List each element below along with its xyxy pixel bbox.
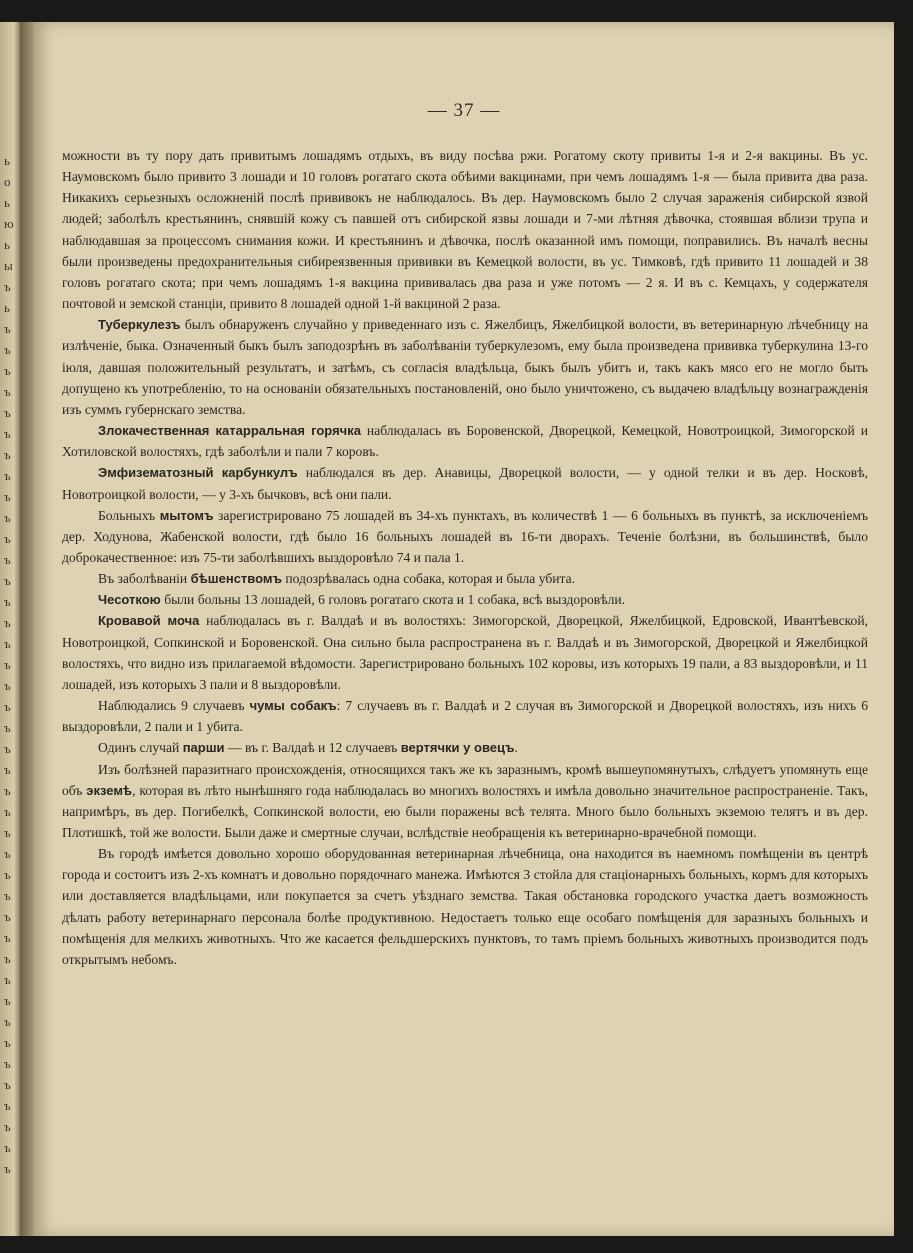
paragraph-text: Больныхъ: [98, 507, 160, 523]
paragraph: [62, 505, 868, 568]
page-number: — 37 —: [427, 100, 501, 121]
paragraph: [62, 737, 868, 758]
paragraph: [62, 145, 868, 314]
adjacent-page-fragment: ъ: [4, 510, 11, 525]
paragraph-text: Въ заболѣваніи: [98, 571, 191, 587]
adjacent-page-fragment: ъ: [4, 426, 11, 441]
paragraph: [62, 610, 868, 695]
adjacent-page-fragment: ъ: [4, 1077, 11, 1092]
paragraph-text: подозрѣвалась одна собака, которая и была убита.: [281, 571, 576, 587]
adjacent-page-fragment: ъ: [4, 1014, 11, 1029]
adjacent-page-fragment: ъ: [4, 846, 11, 861]
adjacent-page-fragment: ъ: [4, 657, 11, 672]
adjacent-page-fragment: ъ: [4, 531, 11, 546]
adjacent-page-fragment: ъ: [4, 615, 11, 630]
paragraph-text: Одинъ случай: [98, 740, 183, 756]
paragraph-text: Изъ болѣзней паразитнаго происхожденія, относящихся такъ же къ заразнымъ, кромѣ вышеупомянутыхъ, слѣдуетъ упомянуть еще объ: [62, 761, 868, 798]
adjacent-page-fragment: ъ: [4, 804, 11, 819]
paragraph-text: можности въ ту пору дать привитымъ лошадямъ отдыхъ, въ виду посѣва ржи. Рогатому скоту привиты 1-я и 2-я вакцины. Въ ус. Наумовскомъ было привито 3 лошади и 10 головъ рогатаго скота обѣими вакцинами, при чемъ лошадямъ 1-я — была привита два раза. Никакихъ серьезныхъ осложненій послѣ прививокъ не наблюдалось. Въ дер. Наумовскомъ было 2 случая зараженія сибирской язвой людей; заболѣлъ крестьянинъ, снявшій кожу съ павшей отъ сибирской язвы лошади и 7-ми лѣтняя дѣвочка, стоявшая вблизи трупа и наблюдавшая за процессомъ снимания кожи. И крестьянинъ и дѣвочка, послѣ оказанной имъ помощи, поправились. Въ началѣ весны были произведены предохранительныя сибиреязвенныя прививки въ Кемецкой волости, въ ус. Тимковѣ, гдѣ привито 11 лошадей и 38 головъ рогатаго скота; при чемъ лошадямъ 1-я вакцина прививалась два раза и уже потомъ — 2 я. И въ с. Кемцахъ, у содержателя почтовой и земской станціи, привито 8 лошадей одной 1-й вакциной 2 раза.: [62, 148, 868, 312]
disease-heading: Туберкулезъ: [98, 317, 181, 333]
adjacent-page-fragment: ъ: [4, 678, 11, 693]
book-gutter: [20, 22, 34, 1236]
adjacent-page-fragment: ъ: [4, 489, 11, 504]
paragraph-text: зарегистрировано 75 лошадей въ 34-хъ пунктахъ, въ количествѣ 1 — 6 больныхъ въ пунктѣ, за исключеніемъ дер. Ходунова, Жабенской волости, гдѣ было 16 больныхъ лошадей въ 16-ти дворахъ. Теченіе болѣзни, въ большинствѣ, было доброкачественное: изъ 75-ти заболѣвшихъ выздоровѣло 74 и пала 1.: [62, 507, 868, 565]
disease-heading: мытомъ: [159, 507, 214, 523]
adjacent-page-edge: [0, 22, 20, 1236]
adjacent-page-fragment: ъ: [4, 930, 11, 945]
adjacent-page-fragment: ъ: [4, 1140, 11, 1155]
adjacent-page-fragment: ъ: [4, 1161, 11, 1176]
document-page: [34, 22, 894, 1236]
adjacent-page-fragment: ъ: [4, 888, 11, 903]
adjacent-page-fragment: ъ: [4, 405, 11, 420]
adjacent-page-fragment: ъ: [4, 573, 11, 588]
adjacent-page-fragment: ъ: [4, 783, 11, 798]
adjacent-page-fragment: ь: [4, 237, 10, 252]
adjacent-page-fragment: ъ: [4, 1035, 11, 1050]
adjacent-page-fragment: ъ: [4, 993, 11, 1008]
paragraph: [62, 695, 868, 737]
paragraph: [62, 759, 868, 844]
disease-heading: чумы собакъ: [249, 698, 337, 714]
paragraph-text: наблюдалась въ г. Валдаѣ и въ волостяхъ: Зимогорской, Дворецкой, Яжелбицкой, Едровской, Ивантѣевской, Новотроицкой, Сопкинской и Боровенской. Она сильно была распространена въ г. Валдаѣ и въ Зимогорской, Дворецкой и Яжелбицкой волостяхъ, что видно изъ прилагаемой вѣдомости. Зарегистрировано больныхъ 102 коровы, изъ которыхъ 19 пали, а 83 выздоровѣли, и 11 лошадей, изъ которыхъ 3 пали и 8 выздоровѣли.: [62, 613, 868, 692]
adjacent-page-fragment: ь: [4, 300, 10, 315]
adjacent-page-fragment: ъ: [4, 636, 11, 651]
adjacent-page-fragment: ъ: [4, 1119, 11, 1134]
adjacent-page-fragment: ъ: [4, 1056, 11, 1071]
adjacent-page-fragment: ю: [4, 216, 14, 231]
paragraph: [62, 462, 868, 504]
paragraph-text: .: [514, 740, 518, 756]
paragraph: [62, 420, 868, 462]
paragraph-text: Въ городѣ имѣется довольно хорошо оборудованная ветеринарная лѣчебница, она находится въ наемномъ помѣщеніи въ центрѣ города и состоитъ изъ 2-хъ комнатъ и довольно порядочнаго манежа. Имѣются 3 стойла для стаціонарныхъ больныхъ, кормъ для которыхъ или доставляется владѣльцами, или покупается за счетъ уѣзднаго земства. Такая обстановка городского участка даетъ возможность дѣлать работу ветеринарнаго персонала болѣе продуктивною. Недостаетъ только еще особаго помѣщенія для заразныхъ больныхъ и помѣщенія для мелкихъ животныхъ. Что же касается фельдшерскихъ пунктовъ, то тамъ пріемъ больныхъ животныхъ производится подъ открытымъ небомъ.: [62, 846, 868, 967]
paragraph-text: былъ обнаруженъ случайно у приведеннаго изъ с. Яжелбицъ, Яжелбицкой волости, въ ветеринарную лѣчебницу на излѣченіе, быка. Означенный быкъ былъ заподозрѣнъ въ заболѣваніи туберкулезомъ, ему была произведена прививка туберкулина 13-го іюля, давшая положительный результатъ, и затѣмъ, съ согласія владѣльца, быкъ былъ убитъ и, такъ какъ мясо его не могло быть допущено къ употребленію, то на основаніи обязательныхъ постановленій, оно было уничтожено, съ выдачею владѣльцу вознагражденія изъ суммъ губернскаго земства.: [62, 317, 868, 417]
paragraph: [62, 568, 868, 589]
adjacent-page-fragment: ъ: [4, 825, 11, 840]
paragraph-text: : 7 случаевъ въ г. Валдаѣ и 2 случая въ Зимогорской и Дворецкой волостяхъ, изъ нихъ 6 выздоровѣли, 2 пали и 1 убита.: [62, 698, 868, 735]
paragraph-text: , которая въ лѣто нынѣшняго года наблюдалась во многихъ волостяхъ и имѣла довольно значительное распространеніе. Такъ, напримѣръ, въ дер. Погибелкѣ, Сопкинской волости, ею были поражены всѣ телята. Много было больныхъ экземою телятъ и въ дер. Плотишкѣ, той же волости. Были даже и смертные случаи, вслѣдствіе необращенія къ ветеринарно-врачебной помощи.: [62, 782, 868, 840]
adjacent-page-fragment: ъ: [4, 741, 11, 756]
paragraph-text: — въ г. Валдаѣ и 12 случаевъ: [224, 740, 401, 756]
paragraph: [62, 843, 868, 970]
body-text: [62, 145, 868, 970]
adjacent-page-fragment: ъ: [4, 342, 11, 357]
adjacent-page-fragment: ъ: [4, 279, 11, 294]
adjacent-page-fragment: ъ: [4, 1098, 11, 1113]
adjacent-page-fragment: ъ: [4, 867, 11, 882]
disease-heading: Чесоткою: [98, 592, 161, 608]
paragraph: [62, 589, 868, 610]
adjacent-page-fragment: ъ: [4, 468, 11, 483]
paragraph-text: наблюдалась въ Боровенской, Дворецкой, Кемецкой, Новотроицкой, Зимогорской и Хотиловской волостяхъ, гдѣ заболѣли и пали 7 коровъ.: [62, 423, 868, 460]
adjacent-page-fragment: ъ: [4, 552, 11, 567]
adjacent-page-fragment: ъ: [4, 762, 11, 777]
adjacent-page-fragment: ъ: [4, 363, 11, 378]
paragraph: [62, 314, 868, 420]
adjacent-page-fragment: ъ: [4, 972, 11, 987]
adjacent-page-fragment: ъ: [4, 321, 11, 336]
paragraph-text: наблюдался въ дер. Анавицы, Дворецкой волости, — у одной телки и въ дер. Носковѣ, Новотроицкой волости, — у 3-хъ бычковъ, всѣ они пали.: [62, 465, 868, 502]
disease-heading: Эмфизематозный карбункулъ: [98, 465, 298, 481]
disease-heading: бѣшенствомъ: [190, 571, 282, 587]
paragraph-text: были больны 13 лошадей, 6 головъ рогатаго скота и 1 собака, всѣ выздоровѣли.: [160, 592, 626, 608]
adjacent-page-fragment: о: [4, 174, 11, 189]
adjacent-page-fragment: ъ: [4, 594, 11, 609]
adjacent-page-fragment: ъ: [4, 447, 11, 462]
adjacent-page-fragment: ъ: [4, 951, 11, 966]
disease-heading: Кровавой моча: [98, 613, 200, 629]
adjacent-page-fragment: ы: [4, 258, 13, 273]
disease-heading: вертячки у овецъ: [400, 740, 515, 756]
disease-heading: парши: [182, 740, 225, 756]
disease-heading: Злокачественная катарральная горячка: [98, 423, 361, 439]
disease-heading: экземѣ: [86, 782, 133, 798]
adjacent-page-fragment: ь: [4, 153, 10, 168]
adjacent-page-fragment: ъ: [4, 384, 11, 399]
paragraph-text: Наблюдались 9 случаевъ: [98, 698, 250, 714]
adjacent-page-fragment: ъ: [4, 699, 11, 714]
adjacent-page-fragment: ь: [4, 195, 10, 210]
adjacent-page-fragment: ъ: [4, 909, 11, 924]
adjacent-page-fragment: ъ: [4, 720, 11, 735]
